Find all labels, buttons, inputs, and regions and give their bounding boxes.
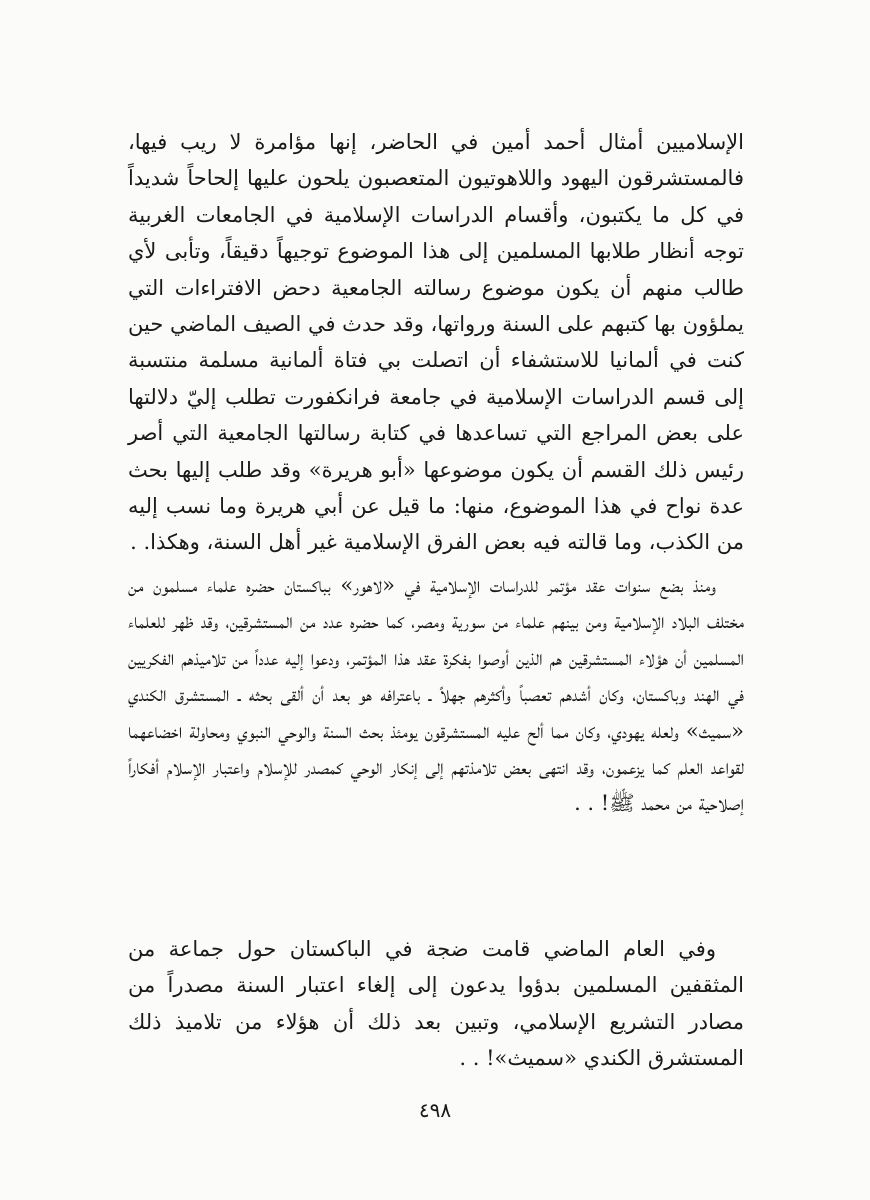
- paragraph-2: ومنذ بضع سنوات عقد مؤتمر للدراسات الإسلامية في «لاهور» بباكستان حضره علماء مسلمون من مختلف البلاد الإسلامية ومن بينهم علماء من سورية ومصر، كما حضره عدد من المستشرقين، وقد ظهر للعلماء المسلمين أن هؤلاء المستشرقين هم الذين أوصوا بفكرة عقد هذا المؤتمر، ودعوا إليه عدداً من تلاميذهم الفكريين في الهند وباكستان، وكان أشدهم تعصباً وأكثرهم جهلاً ـ باعترافه هو بعد أن ألقى بحثه ـ المستشرق الكندي «سميث» ولعله يهودي، وكان مما ألح عليه المستشرقون يومئذ بحث السنة والوحي النبوي ومحاولة اخضاعهما لقواعد العلم كما يزعمون، وقد انتهى بعض تلامذتهم إلى إنكار الوحي كمصدر للإسلام واعتبار الإسلام أفكاراً إصلاحية من محمد ﷺ! . .: [128, 573, 744, 816]
- paragraph-3: وفي العام الماضي قامت ضجة في الباكستان حول جماعة من المثقفين المسلمين بدؤوا يدعون إلى إلغاء اعتبار السنة مصدراً من مصادر التشريع الإسلامي، وتبين بعد ذلك أن هؤلاء من تلاميذ ذلك المستشرق الكندي «سميث»! . .: [128, 937, 744, 1071]
- paragraph-1: الإسلاميين أمثال أحمد أمين في الحاضر، إنها مؤامرة لا ريب فيها، فالمستشرقون اليهود واللاهوتيون المتعصبون يلحون عليها إلحاحاً شديداً في كل ما يكتبون، وأقسام الدراسات الإسلامية في الجامعات الغربية توجه أنظار طلابها المسلمين إلى هذا الموضوع توجيهاً دقيقاً، وتأبى لأي طالب منهم أن يكون موضوع رسالته الجامعية دحض الافتراءات التي يملؤون بها كتبهم على السنة ورواتها، وقد حدث في الصيف الماضي حين كنت في ألمانيا للاستشفاء أن اتصلت بي فتاة ألمانية مسلمة منتسبة إلى قسم الدراسات الإسلامية في جامعة فرانكفورت تطلب إليّ دلالتها على بعض المراجع التي تساعدها في كتابة رسالتها الجامعية التي أصر رئيس ذلك القسم أن يكون موضوعها «أبو هريرة» وقد طلب إليها بحث عدة نواح في هذا الموضوع، منها: ما قيل عن أبي هريرة وما نسب إليه من الكذب، وما قالته فيه بعض الفرق الإسلامية غير أهل السنة، وهكذا. .: [128, 130, 744, 555]
- page-number: ٤٩٨: [418, 1098, 452, 1122]
